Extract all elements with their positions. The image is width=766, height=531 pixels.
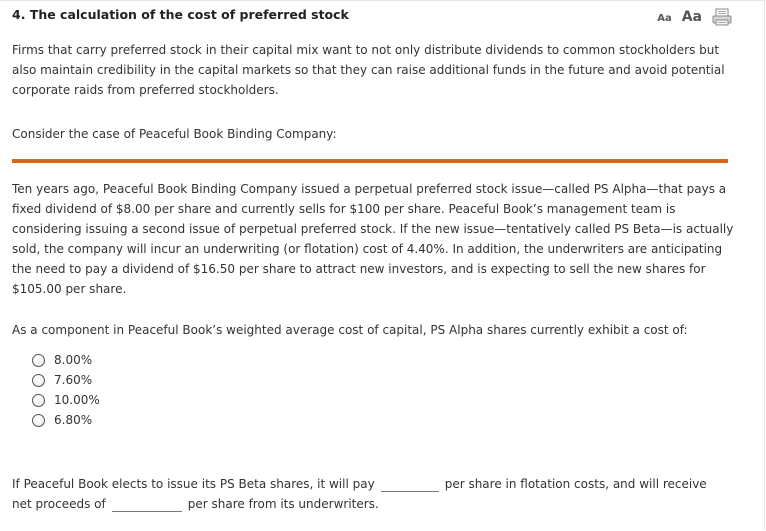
option-label: 10.00% (54, 393, 100, 407)
answer-options (32, 350, 100, 430)
radio-button[interactable] (32, 374, 45, 387)
option-2[interactable] (32, 370, 100, 390)
question-title: 4. The calculation of the cost of preferred stock (12, 7, 349, 22)
option-label: 8.00% (54, 353, 93, 367)
consider-text: Consider the case of Peaceful Book Binding Company: (12, 127, 337, 141)
net-proceeds-blank[interactable] (112, 497, 182, 512)
option-4[interactable] (32, 410, 100, 430)
fill-text-3: net proceeds of (12, 497, 106, 511)
option-3[interactable] (32, 390, 100, 410)
toolbar (657, 4, 732, 26)
flotation-cost-blank[interactable] (381, 477, 439, 492)
option-label: 7.60% (54, 373, 93, 387)
question-prompt: As a component in Peaceful Book’s weighted average cost of capital, PS Alpha shares currently exhibit a cost of: (12, 323, 688, 337)
radio-button[interactable] (32, 354, 45, 367)
fill-text-1: If Peaceful Book elects to issue its PS Beta shares, it will pay (12, 477, 375, 491)
radio-button[interactable] (32, 414, 45, 427)
option-label: 6.80% (54, 413, 93, 427)
fill-text-2: per share in flotation costs, and will receive (444, 477, 707, 491)
print-icon[interactable] (712, 8, 732, 26)
fill-in-paragraph (12, 474, 734, 514)
question-header (12, 4, 732, 28)
section-divider (12, 159, 728, 163)
intro-paragraph: Firms that carry preferred stock in their capital mix want to not only distribute dividends to common stockholders but also maintain credibility in the capital markets so that they can raise additional funds in the future and avoid potential corporate raids from preferred stockholders. (12, 43, 725, 97)
increase-font-button[interactable]: Aa (681, 9, 702, 25)
fill-text-4: per share from its underwriters. (187, 497, 379, 511)
radio-button[interactable] (32, 394, 45, 407)
option-1[interactable] (32, 350, 100, 370)
decrease-font-button[interactable]: Aa (657, 13, 672, 24)
scenario-paragraph: Ten years ago, Peaceful Book Binding Company issued a perpetual preferred stock issue—called PS Alpha—that pays a fixed dividend of $8.00 per share and currently sells for $100 per share. Peaceful Book’s management team is considering issuing a second issue of perpetual preferred stock. If the new issue—tentatively called PS Beta—is actually sold, the company will incur an underwriting (or flotation) cost of 4.40%. In addition, the underwriters are anticipating the need to pay a dividend of $16.50 per share to attract new investors, and is expecting to sell the new shares for $105.00 per share. (12, 182, 734, 296)
